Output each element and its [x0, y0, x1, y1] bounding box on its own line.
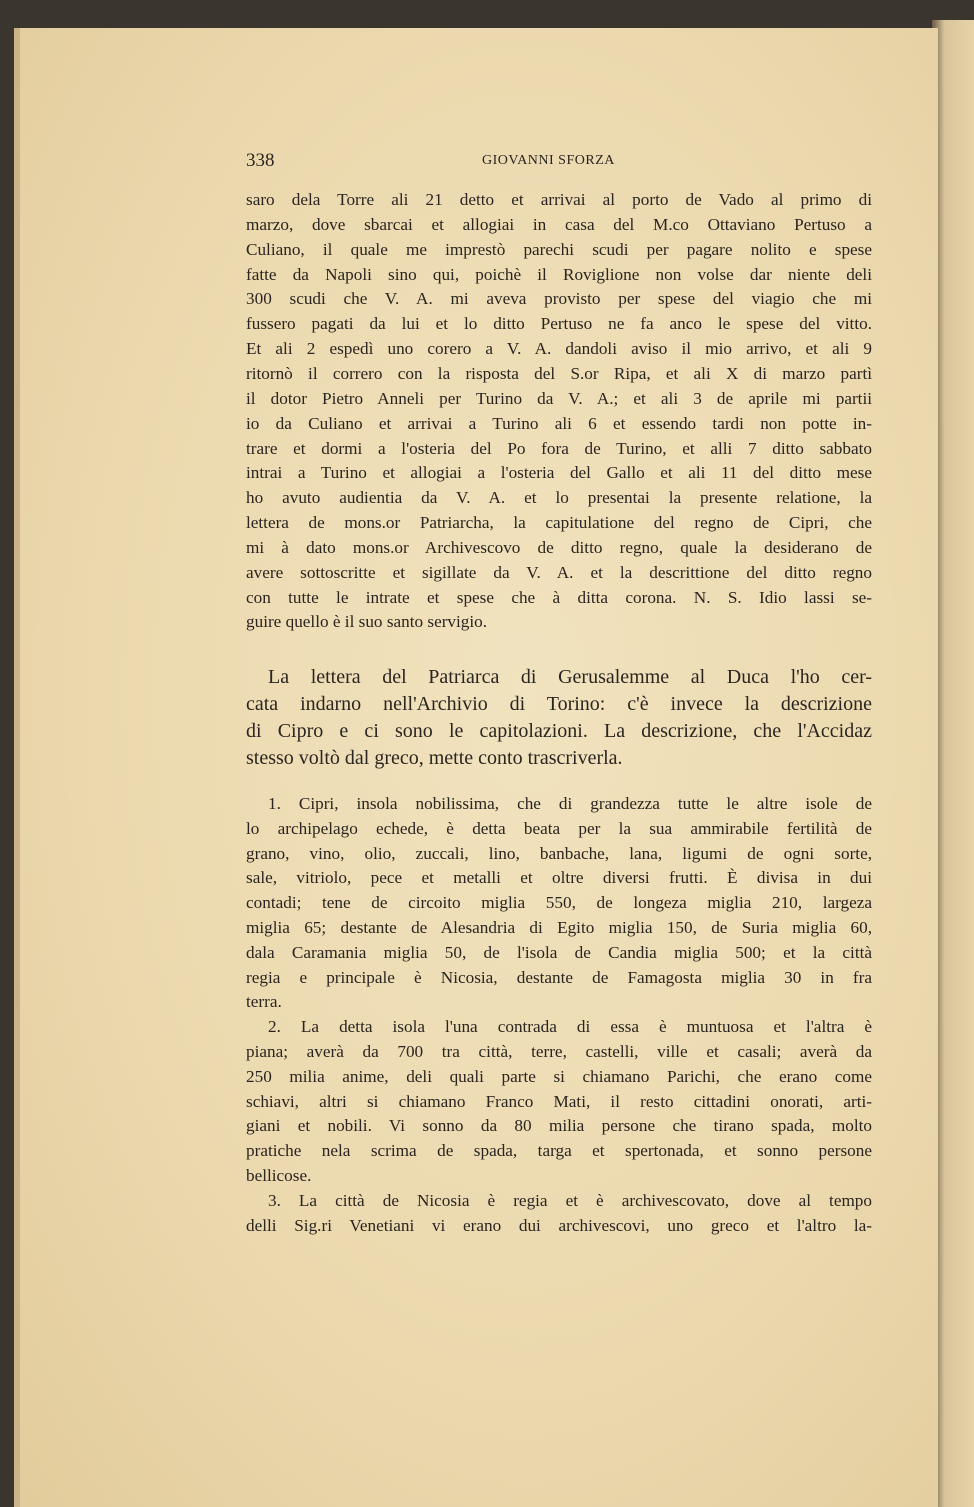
text-line: 3. La città de Nicosia è regia et è archivescovato, dove al tempo — [268, 1190, 872, 1210]
text-line: il dotor Pietro Anneli per Turino da V. A.; et ali 3 de aprile mi partii — [246, 388, 872, 408]
text-line: trare et dormi a l'osteria del Po fora de Turino, et alli 7 ditto sabbato — [246, 438, 872, 458]
text-line: stesso voltò dal greco, mette conto trascriverla. — [246, 747, 623, 769]
text-line: 1. Cipri, insola nobilissima, che di grandezza tutte le altre isole de — [268, 794, 872, 813]
text-line: pratiche nela scrima de spada, targa et spertonada, et sonno persone — [246, 1141, 872, 1161]
text-line: 2. La detta isola l'una contrada di essa è muntuosa et l'altra è — [268, 1017, 872, 1037]
text-line: Et ali 2 espedì uno corero a V. A. dandoli aviso il mio arrivo, et ali 9 — [246, 339, 872, 359]
text-line: avere sottoscritte et sigillate da V. A. et la descrittione del ditto regno — [246, 562, 872, 582]
text-line: fussero pagati da lui et lo ditto Pertuso ne fa anco le spese del vitto. — [246, 314, 872, 334]
text-line: bellicose. — [246, 1166, 312, 1185]
text-line: saro dela Torre ali 21 detto et arrivai al porto de Vado al primo di — [246, 190, 872, 209]
page-number: 338 — [246, 150, 275, 171]
text-line: 300 scudi che V. A. mi aveva provisto per spese del viagio che mi — [246, 289, 872, 309]
text-line: marzo, dove sbarcai et allogiai in casa del M.co Ottaviano Pertuso a — [246, 214, 872, 234]
text-line: lo archipelago echede, è detta beata per la sua ammirabile fertilità de — [246, 818, 872, 838]
text-line: regia e principale è Nicosia, destante de Famagosta miglia 30 in fra — [246, 967, 872, 987]
text-line: con tutte le intrate et spese che à ditta corona. N. S. Idio lassi se- — [246, 587, 872, 607]
text-line: guire quello è il suo santo servigio. — [246, 612, 488, 632]
page-header — [246, 150, 872, 174]
text-line: ho avuto audientia da V. A. et lo presentai la presente relatione, la — [246, 488, 872, 508]
text-line: piana; averà da 700 tra città, terre, castelli, ville et casali; averà da — [246, 1042, 872, 1061]
adjacent-page-edge — [932, 20, 974, 1507]
text-line: lettera de mons.or Patriarcha, la capitulatione del regno de Cipri, che — [246, 513, 872, 533]
text-line: Culiano, il quale me imprestò parechi scudi per pagare nolito e spese — [246, 239, 872, 259]
text-line: grano, vino, olio, zuccali, lino, banbache, lana, ligumi de ogni sorte, — [246, 843, 872, 863]
text-line: dala Caramania miglia 50, de l'isola de Candia miglia 500; et la città — [246, 942, 872, 962]
text-line: schiavi, altri si chiamano Franco Mati, il resto cittadini onorati, arti- — [246, 1091, 872, 1111]
text-line: di Cipro e ci sono le capitolazioni. La descrizione, che l'Accidaz — [246, 720, 872, 742]
text-line: ritornò il correro con la risposta del S.or Ripa, et ali X di marzo partì — [246, 363, 872, 383]
text-line: delli Sig.ri Venetiani vi erano dui archivescovi, uno greco et l'altro la- — [246, 1215, 872, 1235]
text-line: 250 milia anime, deli quali parte si chiamano Parichi, che erano come — [246, 1066, 872, 1086]
text-line: terra. — [246, 992, 282, 1012]
text-line: sale, vitriolo, pece et metalli et oltre diversi frutti. È divisa in dui — [246, 868, 872, 888]
text-line: La lettera del Patriarca di Gerusalemme al Duca l'ho cer- — [268, 666, 872, 688]
text-line: contadi; tene de circoito miglia 550, de longeza miglia 210, largeza — [246, 893, 872, 913]
text-line: cata indarno nell'Archivio di Torino: c'è invece la descrizione — [246, 693, 872, 715]
text-line: giani et nobili. Vi sonno da 80 milia persone che tirano spada, molto — [246, 1116, 872, 1136]
text-line: mi à dato mons.or Archivescovo de ditto regno, quale la desiderano de — [246, 537, 872, 557]
running-title: GIOVANNI SFORZA — [482, 153, 615, 168]
text-line: io da Culiano et arrivai a Turino ali 6 et essendo tardi non potte in- — [246, 413, 872, 433]
text-line: miglia 65; destante de Alesandria di Egito miglia 150, de Suria miglia 60, — [246, 918, 872, 937]
text-line: fatte da Napoli sino qui, poichè il Roviglione non volse dar niente deli — [246, 264, 872, 284]
text-line: intrai a Turino et allogiai a l'osteria del Gallo et ali 11 del ditto mese — [246, 463, 872, 483]
